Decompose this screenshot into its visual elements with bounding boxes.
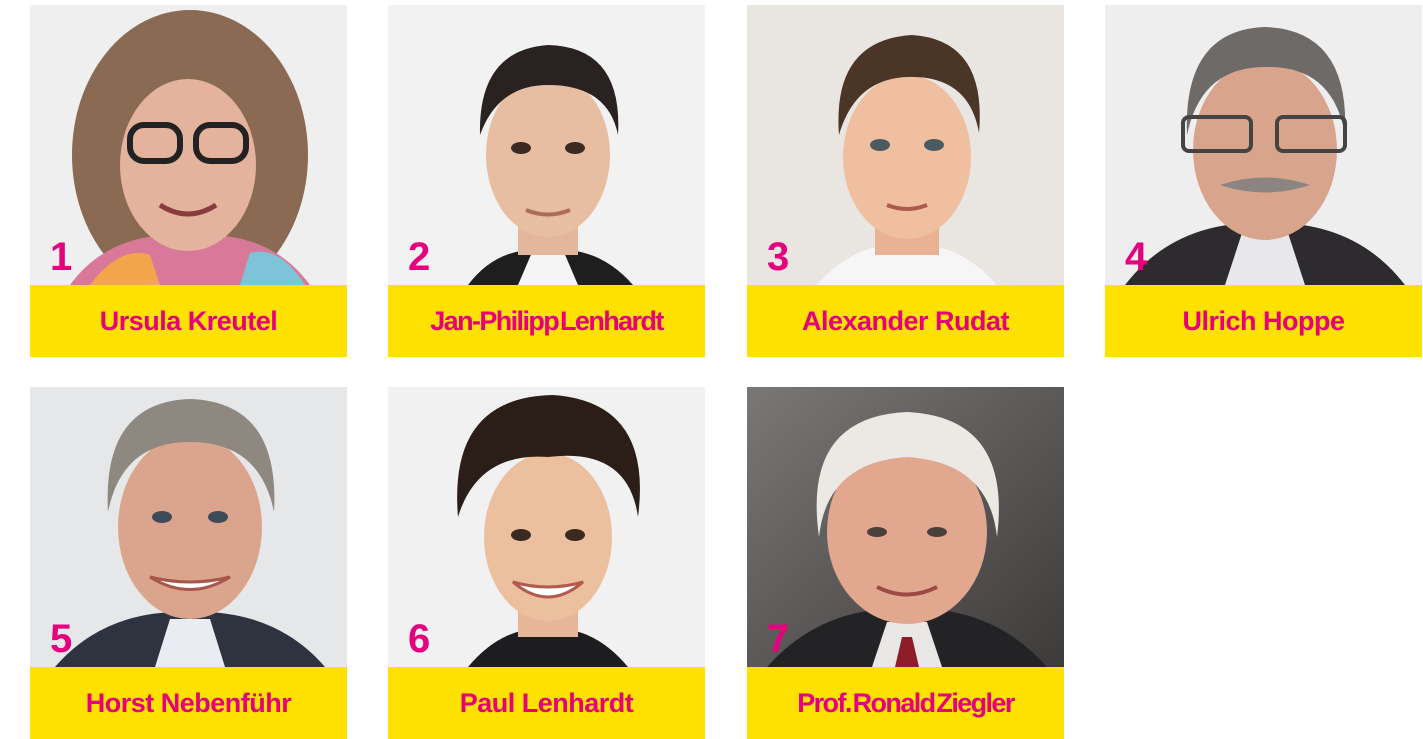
candidate-photo: [747, 5, 1064, 285]
candidate-number: 4: [1125, 235, 1148, 279]
candidate-card-1: [30, 5, 347, 336]
candidate-number: 6: [408, 617, 431, 661]
candidate-name: Paul Lenhardt: [388, 667, 705, 739]
candidate-number: 5: [50, 617, 73, 661]
candidate-card-3: [747, 5, 1064, 336]
candidate-name: Prof. Ronald Ziegler: [747, 667, 1064, 739]
candidate-card-4: [1105, 5, 1422, 336]
candidate-name: Ulrich Hoppe: [1105, 285, 1422, 357]
candidate-name: Horst Nebenführ: [30, 667, 347, 739]
candidate-photo: [30, 387, 347, 667]
candidate-name: Jan-Philipp Lenhardt: [388, 285, 705, 357]
candidate-number: 2: [408, 235, 431, 279]
candidate-card-2: [388, 5, 705, 336]
candidate-photo: [30, 5, 347, 285]
candidate-name: Ursula Kreutel: [30, 285, 347, 357]
candidate-photo: [1105, 5, 1422, 285]
candidate-photo: [388, 387, 705, 667]
candidate-name: Alexander Rudat: [747, 285, 1064, 357]
candidate-photo: [388, 5, 705, 285]
candidate-number: 3: [767, 235, 790, 279]
candidate-card-6: [388, 387, 705, 718]
candidate-number: 1: [50, 235, 73, 279]
candidate-card-5: [30, 387, 347, 718]
candidate-number: 7: [767, 617, 790, 661]
candidate-card-7: [747, 387, 1064, 718]
candidate-photo: [747, 387, 1064, 667]
